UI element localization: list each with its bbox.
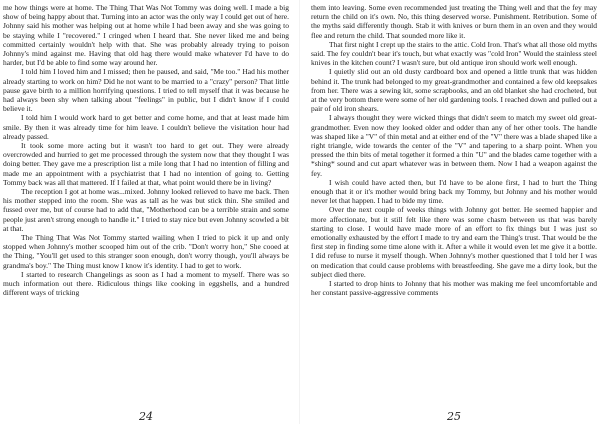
paragraph: I wish could have acted then, but I'd have to be alone first, I had to hurt the Thing enough that it or it's mother would bring back my Tommy, but Johnny and his mother would never let that happen. I had to bide my time. — [311, 177, 597, 206]
paragraph: them into leaving. Some even recommended just treating the Thing well and that the fey may return the child on it's own. No, this thing deserved worse. Punishment. Retribution. Some of the myths said differently though. Stab it with knives or burn them in an oven and they would flee and return the child. That sounded more like it. — [311, 3, 597, 40]
gutter — [299, 0, 300, 424]
paragraph: I started to research Changelings as soon as I had a moment to myself. There was so much information out there. Ridiculous things like cooking in eggshells, and a hundred different ways of tricking — [3, 269, 289, 298]
paragraph: That first night I crept up the stairs to the attic. Cold Iron. That's what all those old myths said. The fey couldn't bear it's touch, but what exactly was "cold Iron" Would the stainless steel knives in the kitchen count? I wasn't sure, but old antique iron should work well enough. — [311, 39, 597, 68]
page-number-left: 24 — [139, 410, 153, 423]
paragraph: I told him I loved him and I missed; then he paused, and said, "Me too." Had his mother already starting to work on him? Did he not want to be married to a "crazy" person? That little pause gave birth to a million horrifying questions. I tried to tell myself that it was because he had always been shy when talking about "feelings" in public, but I didn't know if I could believe it. — [3, 67, 289, 114]
paragraph: I always thought they were wicked things that didn't seem to match my sweet old great-grandmother. Even now they looked older and odder than any of her other tools. The handle was shaped like a "V" of thin metal and at either end of the "V" there was a blade shaped like a right triangle, wide towards the center of the "V" and tapering to a sharp point. When you pressed the thin bits of metal together it formed a thin "U" and the blades came together with a *shing* sound and cut apart whatever was in between them. Now I had a weapon against the fey. — [311, 113, 597, 178]
paragraph: It took some more acting but it wasn't too hard to get out. They were already overcrowded and hurried to get me processed through the system now that they thought I was doing better. They gave me a prescription list a mile long that I had no intention of filling and made me an appointment with a psychiatrist that I had no intention of going to. Getting Tommy back was all that mattered. If I failed at that, what point would there be in living? — [3, 141, 289, 187]
paragraph: me how things were at home. The Thing That Was Not Tommy was doing well. I made a big show of being happy about that. Turning into an actor was the only way I could get out of here. Johnny said his mother was helping out at home while I had been away and she was going to be staying while I "recovered." I cringed when I heard that. She never liked me and being committed certainly wouldn't help with that. She was probably already trying to poison Johnny's mind against me. Having that old hag there would make whatever I'd have to do harder, but I'd be able to find some way around her. — [3, 3, 289, 68]
left-page-text — [3, 3, 289, 407]
paragraph: I told him I would work hard to get better and come home, and that at least made him smile. By then it was already time for him leave. I couldn't believe the visitation hour had already passed. — [3, 113, 289, 141]
paragraph: I quietly slid out an old dusty cardboard box and opened a little trunk that was hidden behind it. The trunk had belonged to my great-grandmother and contained a few old keepsakes from her. There was a sewing kit, some scrapbooks, and an old blanket she had crocheted, but at the very bottom there were some of her old gardening tools. I reached down and pulled out a pair of old iron shears. — [311, 67, 597, 114]
paragraph: The Thing That Was Not Tommy started wailing when I tried to pick it up and only stopped when Johnny's mother scooped him out of the crib. "Don't worry hon," She cooed at the Thing, "You'll get used to this stranger soon enough, don't worry though, you'll always be grandma's boy." The Thing must know I know it's identity. I had to get to work. — [3, 233, 289, 270]
page-number-right: 25 — [447, 410, 461, 423]
right-page-text — [311, 3, 597, 407]
right-page — [311, 3, 597, 424]
left-page — [3, 3, 289, 424]
paragraph: I started to drop hints to Johnny that his mother was making me feel uncomfortable and her constant passive-aggressive comments — [311, 279, 597, 298]
paragraph: The reception I got at home was...mixed. Johnny looked relieved to have me back. Then his mother stepped into the room. She was as tall as he was but stick thin. She smiled and fussed over me, but of course had to add that, "Motherhood can be a terrible strain and some people just aren't strong enough to handle it." I tried to stay nice but even Johnny scowled a bit at that. — [3, 187, 289, 233]
paragraph: Over the next couple of weeks things with Johnny got better. He seemed happier and more affectionate, but it still felt like there was some chasm between us that was barely starting to close. I would have made more of an effort to fix things but I was just so emotionally exhausted by the effort I made to try and earn the Thing's trust. That would be the first step in finding some time alone with it. After a while it would even let me give it a bottle. I did refuse to nurse it myself though. When Johnny's mother questioned that I told her I was on medication that could cause problems with breastfeeding. She gave me a dirty look, but the subject died there. — [311, 205, 597, 279]
